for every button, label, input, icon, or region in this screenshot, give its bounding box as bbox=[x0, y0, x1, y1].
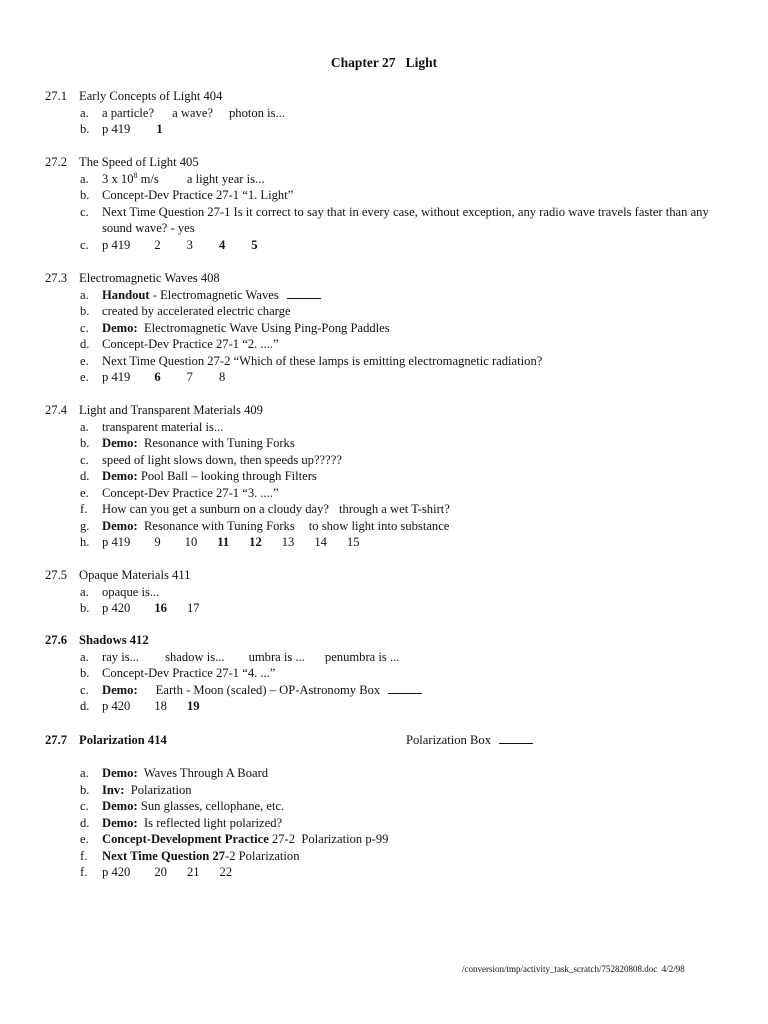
list-item bbox=[45, 320, 735, 337]
item-text: speed of light slows down, then speeds up????? bbox=[102, 452, 342, 467]
list-item bbox=[45, 303, 735, 320]
answer-blank bbox=[499, 732, 533, 744]
item-text: 6 bbox=[154, 370, 161, 384]
item-text: Electromagnetic Waves 408 bbox=[79, 271, 220, 285]
item-letter: c. bbox=[80, 204, 89, 219]
section-heading bbox=[45, 270, 735, 287]
item-text: Concept-Dev Practice 27-1 “4. ...” bbox=[102, 666, 276, 680]
item-letter: a. bbox=[80, 105, 89, 120]
section-27-7 bbox=[45, 732, 735, 749]
item-text: Demo: bbox=[102, 518, 138, 533]
list-item bbox=[45, 121, 735, 138]
item-text: Next Time Question 27-2 “Which of these lamps is emitting electromagnetic radiation? bbox=[102, 353, 543, 368]
item-text bbox=[102, 534, 735, 551]
section-27-3 bbox=[45, 270, 735, 386]
item-text: - Electromagnetic Waves bbox=[149, 287, 279, 302]
item-text bbox=[102, 782, 735, 799]
item-text: 8 bbox=[133, 170, 138, 180]
item-text: to show light into substance bbox=[308, 518, 450, 533]
item-text: 15 bbox=[346, 535, 360, 549]
item-letter: b. bbox=[80, 122, 90, 136]
list-item bbox=[45, 665, 735, 682]
item-text: Concept-Dev Practice 27-1 “3. ....” bbox=[102, 485, 279, 500]
item-text: 17 bbox=[186, 601, 200, 615]
list-item bbox=[45, 485, 735, 502]
item-text: p 420 bbox=[102, 601, 131, 615]
item-text bbox=[102, 815, 735, 832]
item-text bbox=[102, 501, 735, 518]
item-text: 27.2 bbox=[45, 155, 68, 169]
item-text bbox=[102, 171, 735, 188]
item-text bbox=[102, 518, 735, 535]
item-text: Electromagnetic Wave Using Ping-Pong Paddles bbox=[137, 320, 390, 335]
list-item bbox=[45, 237, 735, 254]
item-text: Polarization 414 bbox=[79, 733, 167, 747]
item-text: Opaque Materials 411 bbox=[79, 568, 191, 582]
footer bbox=[462, 964, 685, 975]
item-letter: d. bbox=[80, 699, 90, 713]
item-text: 16 bbox=[154, 601, 167, 615]
item-letter: e. bbox=[80, 353, 89, 368]
item-text bbox=[102, 287, 735, 304]
item-letter: c. bbox=[80, 452, 89, 467]
item-letter: a. bbox=[80, 584, 89, 599]
item-text: Inv: bbox=[102, 782, 125, 797]
item-text bbox=[102, 121, 735, 138]
section-heading bbox=[45, 402, 735, 419]
answer-blank bbox=[287, 287, 321, 299]
item-text: Light and Transparent Materials 409 bbox=[79, 403, 263, 417]
list-item bbox=[45, 831, 735, 848]
item-text: Next Time Question 27-1 Is it correct to say that in every case, without exception, any radio wave travels faster than any sound wave? - yes bbox=[102, 204, 709, 235]
item-text: 7 bbox=[186, 370, 193, 384]
item-text: a wave? bbox=[172, 105, 213, 120]
item-text: -2 Polarization bbox=[225, 848, 300, 863]
item-text bbox=[102, 682, 735, 699]
item-text: 2 bbox=[154, 237, 161, 252]
item-text: The Speed of Light 405 bbox=[79, 155, 199, 169]
list-item bbox=[45, 848, 735, 865]
section-27-4 bbox=[45, 402, 735, 551]
section-27-7-items bbox=[45, 765, 735, 881]
list-item bbox=[45, 798, 735, 815]
item-text: 27.1 bbox=[45, 89, 68, 103]
item-letter: b. bbox=[80, 782, 90, 797]
item-text: 10 bbox=[184, 535, 198, 549]
item-text: p 419 bbox=[102, 237, 131, 252]
list-item bbox=[45, 815, 735, 832]
section-heading bbox=[45, 567, 735, 584]
item-letter: b. bbox=[80, 304, 90, 318]
item-letter: b. bbox=[80, 436, 90, 450]
list-item bbox=[45, 468, 735, 485]
item-text: a light year is... bbox=[186, 171, 265, 186]
item-text: 3 x 10 bbox=[102, 171, 134, 186]
item-text: Demo: bbox=[102, 436, 138, 450]
item-letter: c. bbox=[80, 320, 89, 335]
item-text: 9 bbox=[154, 535, 161, 549]
list-item bbox=[45, 501, 735, 518]
item-text: shadow is... bbox=[165, 649, 225, 664]
item-letter: a. bbox=[80, 287, 89, 302]
item-text: Shadows 412 bbox=[79, 633, 149, 647]
item-text: Pool Ball – looking through Filters bbox=[137, 469, 317, 483]
item-text: Demo: bbox=[102, 766, 138, 780]
section-27-5 bbox=[45, 567, 735, 617]
item-text bbox=[102, 600, 735, 617]
item-text bbox=[102, 369, 735, 386]
item-text: Demo: bbox=[102, 682, 138, 697]
item-text: Is reflected light polarized? bbox=[137, 815, 283, 830]
list-item bbox=[45, 336, 735, 353]
list-item bbox=[45, 534, 735, 551]
item-text: p 420 bbox=[102, 699, 131, 713]
list-item bbox=[45, 204, 735, 237]
item-text: 1 bbox=[156, 122, 163, 136]
list-item bbox=[45, 369, 735, 386]
item-text: Demo: bbox=[102, 320, 138, 335]
item-letter: d. bbox=[80, 469, 90, 483]
item-letter: c. bbox=[80, 682, 89, 697]
list-item bbox=[45, 765, 735, 782]
item-text: p 419 bbox=[102, 122, 131, 136]
section-heading bbox=[45, 88, 735, 105]
section-27-1 bbox=[45, 88, 735, 138]
list-item bbox=[45, 600, 735, 617]
item-letter: b. bbox=[80, 188, 90, 202]
item-text bbox=[102, 798, 735, 815]
item-text: Sun glasses, cellophane, etc. bbox=[137, 799, 285, 813]
item-letter: e. bbox=[80, 832, 89, 846]
item-text: transparent material is... bbox=[102, 419, 224, 434]
list-item bbox=[45, 435, 735, 452]
item-letter: e. bbox=[80, 485, 89, 500]
item-text: 14 bbox=[314, 535, 327, 549]
item-letter: a. bbox=[80, 649, 89, 664]
item-text bbox=[102, 468, 735, 485]
list-item bbox=[45, 682, 735, 699]
item-text bbox=[102, 649, 735, 666]
list-item bbox=[45, 782, 735, 799]
item-letter: h. bbox=[80, 535, 90, 549]
list-item bbox=[45, 105, 735, 122]
item-letter: d. bbox=[80, 815, 90, 830]
item-text: 4 bbox=[218, 237, 226, 252]
item-text: 18 bbox=[154, 699, 167, 713]
list-item bbox=[45, 452, 735, 469]
item-text: p 419 bbox=[102, 370, 131, 384]
page-title bbox=[0, 55, 768, 72]
item-text: 27.4 bbox=[45, 403, 68, 417]
section-heading bbox=[45, 632, 735, 649]
item-text: m/s bbox=[137, 171, 159, 186]
item-text: 21 bbox=[186, 865, 200, 879]
item-letter: a. bbox=[80, 171, 89, 186]
item-text: photon is... bbox=[229, 105, 285, 120]
list-item bbox=[45, 649, 735, 666]
item-text: 12 bbox=[249, 535, 262, 549]
item-letter: f. bbox=[80, 848, 88, 863]
item-text: Resonance with Tuning Forks bbox=[137, 518, 295, 533]
item-text: 22 bbox=[219, 865, 233, 879]
section-27-6 bbox=[45, 632, 735, 715]
polarization-box-note bbox=[406, 732, 533, 749]
chapter-topic: Light bbox=[405, 55, 438, 70]
item-text: 27.7 bbox=[45, 733, 68, 747]
item-letter: f. bbox=[80, 865, 88, 879]
item-text: 11 bbox=[217, 535, 230, 549]
item-text: 13 bbox=[281, 535, 295, 549]
item-letter: c. bbox=[80, 237, 89, 252]
item-text: 5 bbox=[251, 237, 258, 252]
item-letter: b. bbox=[80, 666, 90, 680]
item-letter: g. bbox=[80, 518, 90, 533]
item-letter: a. bbox=[80, 419, 89, 434]
item-text: 27.3 bbox=[45, 271, 68, 285]
item-letter: c. bbox=[80, 799, 89, 813]
list-item bbox=[45, 698, 735, 715]
item-text: ray is... bbox=[102, 649, 140, 664]
item-text: p 419 bbox=[102, 535, 131, 549]
item-text: Concept-Dev Practice 27-1 “2. ....” bbox=[102, 337, 279, 351]
item-text bbox=[102, 831, 735, 848]
item-text: Handout bbox=[102, 287, 150, 302]
list-item bbox=[45, 419, 735, 436]
item-text bbox=[102, 237, 735, 254]
item-text bbox=[102, 848, 735, 865]
chapter-label: Chapter 27 bbox=[330, 55, 396, 70]
item-text: 27.5 bbox=[45, 568, 68, 582]
item-text: Demo: bbox=[102, 799, 138, 813]
item-text: opaque is... bbox=[102, 584, 160, 599]
list-item bbox=[45, 864, 735, 881]
item-letter: a. bbox=[80, 766, 89, 780]
item-text: created by accelerated electric charge bbox=[102, 304, 291, 318]
item-text bbox=[102, 765, 735, 782]
item-text: Resonance with Tuning Forks bbox=[137, 436, 295, 450]
item-text: 27-2 Polarization p-99 bbox=[268, 832, 389, 846]
item-text bbox=[102, 864, 735, 881]
item-text: Polarization Box bbox=[406, 733, 491, 747]
item-text: 8 bbox=[218, 370, 226, 384]
item-letter: d. bbox=[80, 337, 90, 351]
item-text: Waves Through A Board bbox=[137, 766, 269, 780]
item-text: How can you get a sunburn on a cloudy day? bbox=[102, 502, 329, 516]
item-text: umbra is ... bbox=[248, 649, 305, 664]
item-text bbox=[102, 435, 735, 452]
item-text: Concept-Development Practice bbox=[102, 832, 269, 846]
footer-path: /conversion/tmp/activity_task_scratch/752820808.doc bbox=[462, 964, 658, 974]
section-27-2 bbox=[45, 154, 735, 253]
item-text: a particle? bbox=[102, 105, 155, 120]
item-text: Concept-Dev Practice 27-1 “1. Light” bbox=[102, 188, 294, 202]
item-text: through a wet T-shirt? bbox=[338, 502, 450, 516]
item-text: 19 bbox=[186, 699, 200, 713]
item-letter: e. bbox=[80, 370, 89, 384]
section-heading bbox=[45, 732, 735, 749]
section-heading bbox=[45, 154, 735, 171]
answer-blank bbox=[388, 682, 422, 694]
item-text: 20 bbox=[154, 865, 167, 879]
item-letter: f. bbox=[80, 502, 88, 516]
item-text: 27.6 bbox=[45, 633, 68, 647]
list-item bbox=[45, 287, 735, 304]
item-text: Demo: bbox=[102, 815, 138, 830]
list-item bbox=[45, 518, 735, 535]
list-item bbox=[45, 187, 735, 204]
list-item bbox=[45, 353, 735, 370]
item-text bbox=[102, 105, 735, 122]
item-text: Next Time Question 27 bbox=[102, 848, 226, 863]
list-item bbox=[45, 584, 735, 601]
item-text: penumbra is ... bbox=[324, 649, 400, 664]
item-text: p 420 bbox=[102, 865, 131, 879]
item-text: 3 bbox=[186, 237, 193, 252]
item-text: Earth - Moon (scaled) – OP-Astronomy Box bbox=[155, 682, 381, 697]
footer-date: 4/2/98 bbox=[661, 964, 685, 974]
item-text: Polarization bbox=[124, 782, 192, 797]
item-text: Demo: bbox=[102, 469, 138, 483]
item-text bbox=[102, 320, 735, 337]
item-text: Early Concepts of Light 404 bbox=[79, 89, 223, 103]
list-item bbox=[45, 171, 735, 188]
item-letter: b. bbox=[80, 601, 90, 615]
item-text bbox=[102, 698, 735, 715]
